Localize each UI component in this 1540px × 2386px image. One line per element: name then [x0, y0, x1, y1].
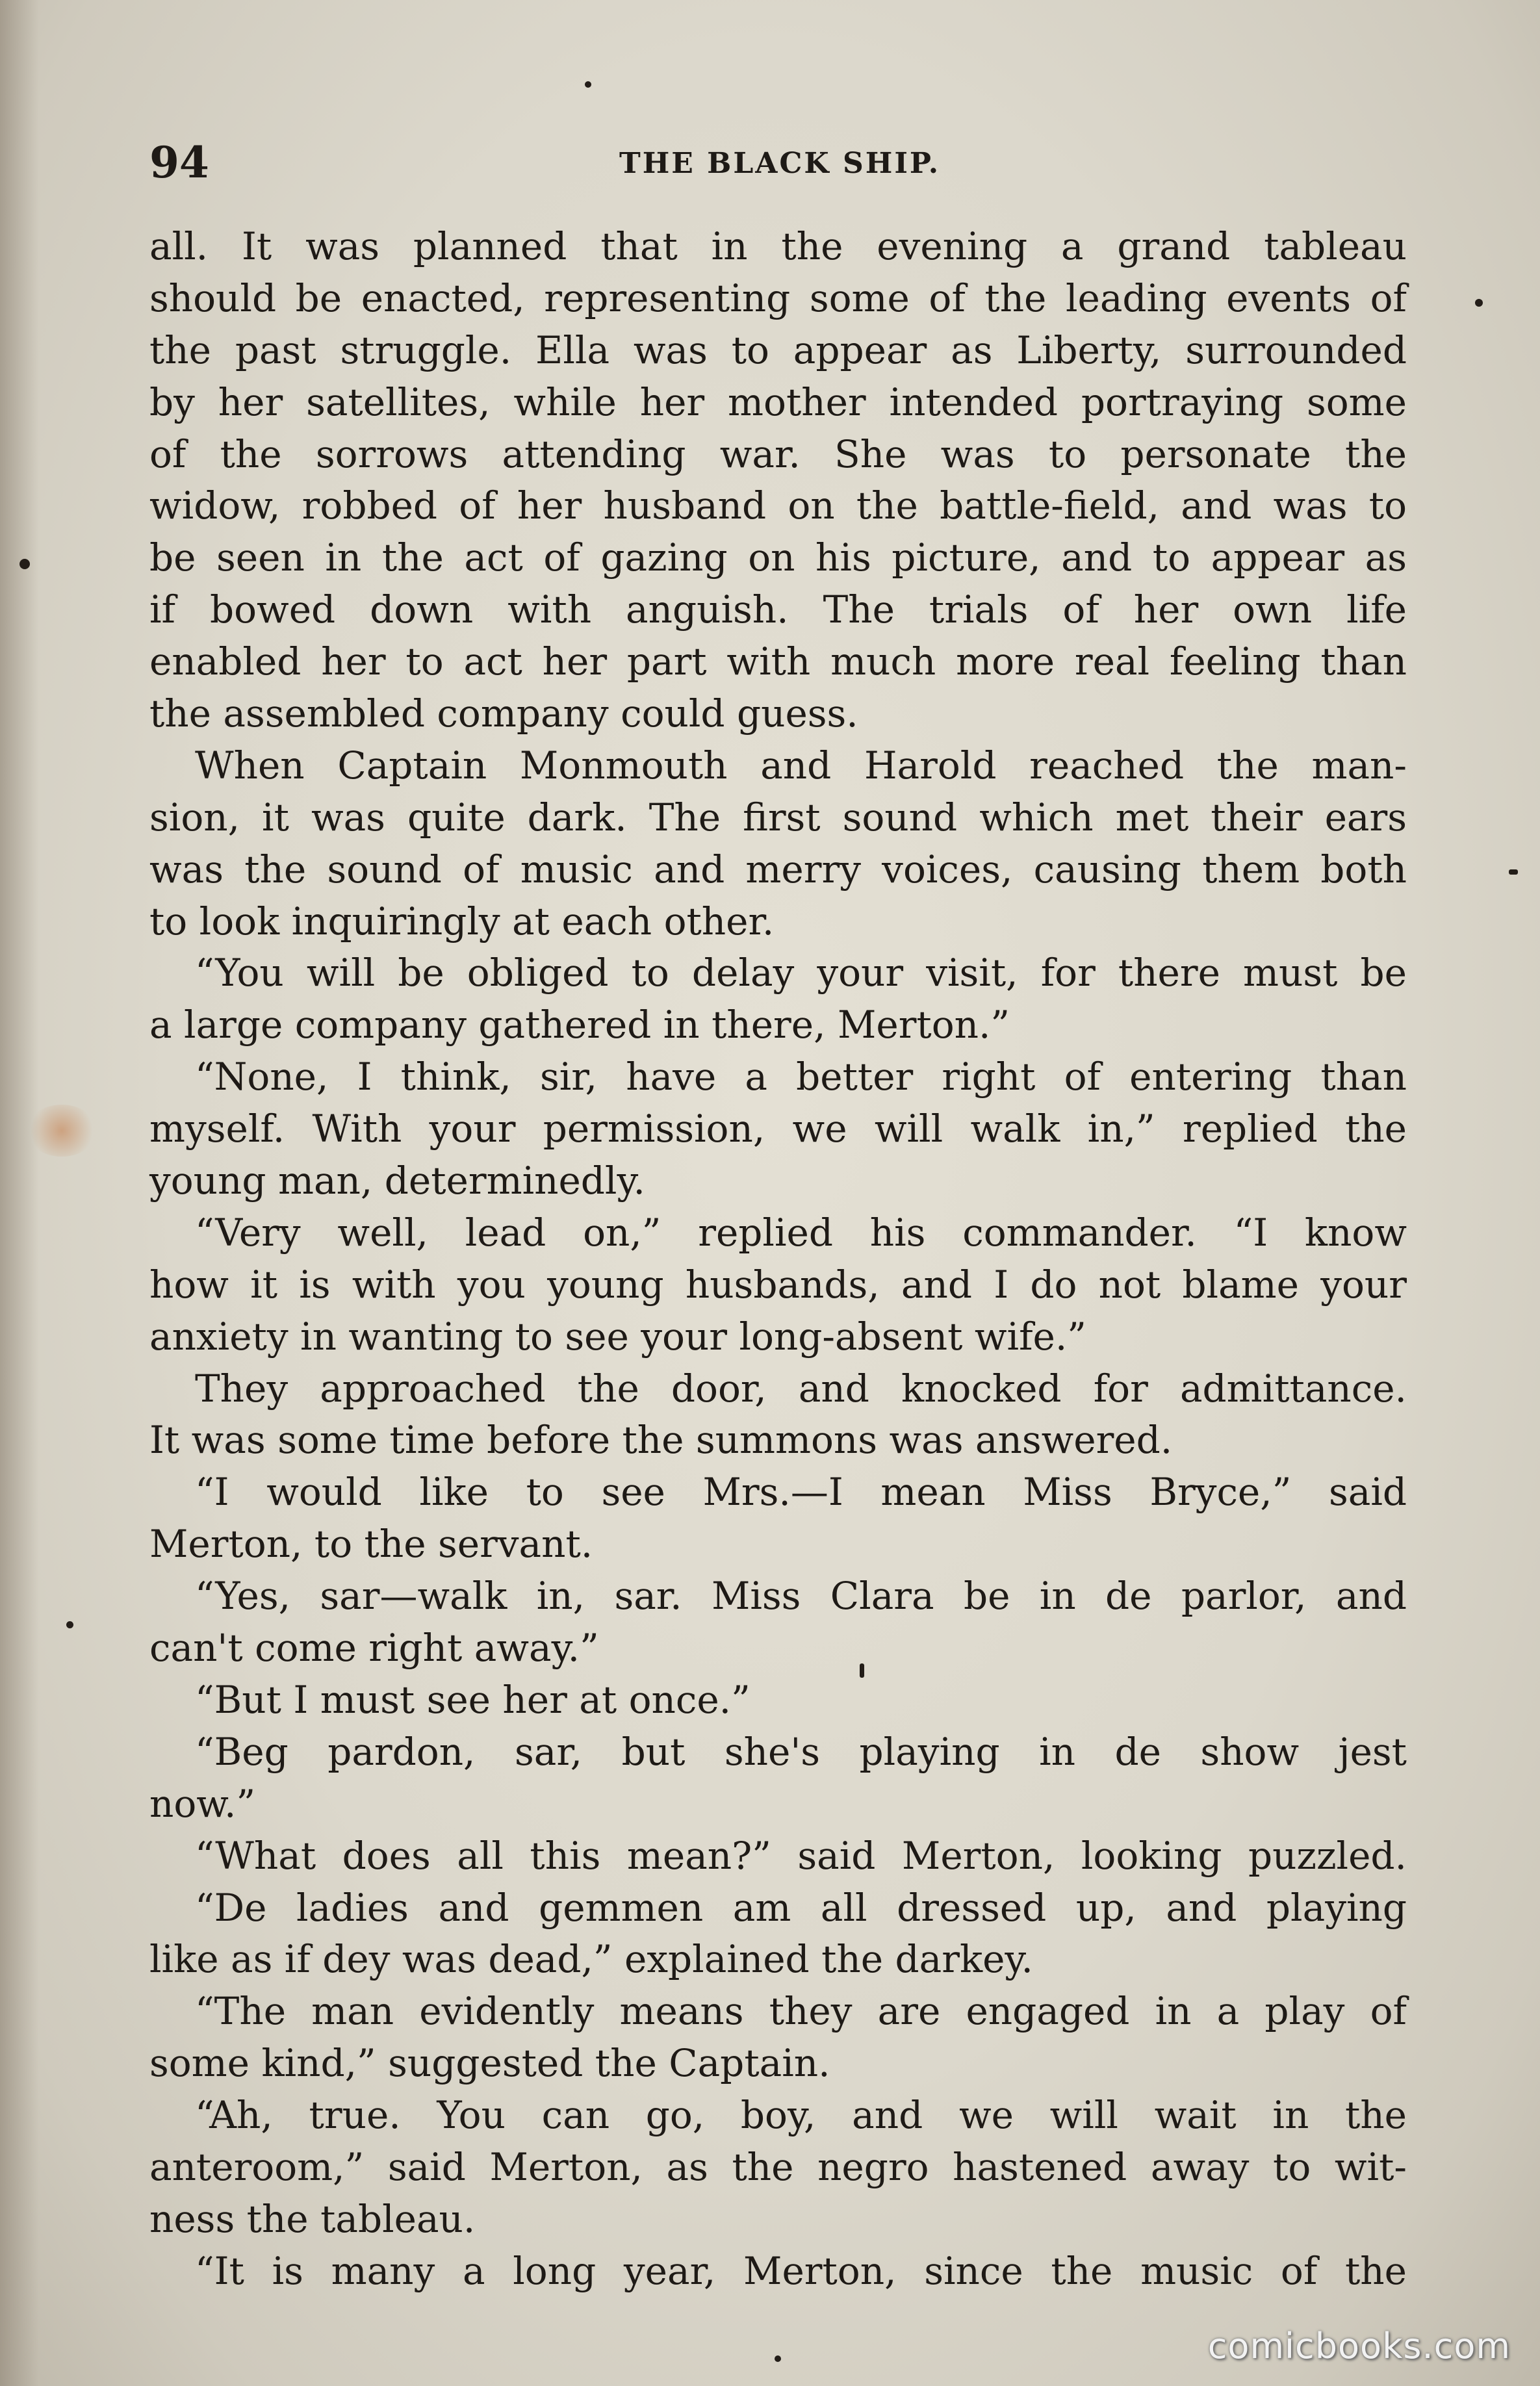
text-line: like as if dey was dead,” explained the darkey. [149, 1937, 1033, 1982]
paragraph-first-line: “I would like to see Mrs.—I mean Miss Bryce,” said [195, 1470, 1407, 1515]
text-line: all. It was planned that in the evening a grand tableau [149, 224, 1407, 268]
body-text [149, 221, 1407, 2298]
text-line: was the sound of music and merry voices, causing them both [149, 847, 1407, 892]
paragraph-first-line: They approached the door, and knocked for admittance. [195, 1366, 1407, 1411]
paragraph-first-line: “Yes, sar—walk in, sar. Miss Clara be in de parlor, and [195, 1574, 1407, 1619]
text-line: should be enacted, representing some of the leading events of [149, 276, 1407, 320]
text-line: now.” [149, 1781, 256, 1826]
page-number: 94 [149, 137, 209, 188]
text-line: some kind,” suggested the Captain. [149, 2041, 830, 2086]
ink-spot [775, 2355, 781, 2362]
text-line: to look inquiringly at each other. [149, 899, 775, 943]
ink-spot [860, 1663, 864, 1678]
text-line: sion, it was quite dark. The first sound which met their ears [149, 795, 1407, 840]
paragraph-first-line: “What does all this mean?” said Merton, looking puzzled. [195, 1833, 1407, 1878]
text-line: enabled her to act her part with much more real feeling than [149, 639, 1407, 684]
text-line: can't come right away.” [149, 1626, 599, 1671]
text-line: myself. With your permission, we will walk in,” replied the [149, 1107, 1407, 1151]
ink-spot [19, 559, 30, 569]
text-line: anxiety in wanting to see your long-absent wife.” [149, 1314, 1086, 1359]
paragraph-first-line: “De ladies and gemmen am all dressed up, and playing [195, 1885, 1407, 1930]
text-line: by her satellites, while her mother intended portraying some [149, 379, 1407, 424]
paragraph-first-line: “You will be obliged to delay your visit, for there must be [195, 951, 1407, 995]
paragraph-first-line: When Captain Monmouth and Harold reached the man- [195, 743, 1407, 788]
ink-spot [585, 81, 591, 88]
text-line: young man, determinedly. [149, 1159, 645, 1203]
paragraph-first-line: “It is many a long year, Merton, since the music of the [195, 2248, 1407, 2293]
page-stain [26, 1105, 97, 1157]
text-line: the assembled company could guess. [149, 691, 858, 736]
text-line: how it is with you young husbands, and I do not blame your [149, 1262, 1407, 1307]
text-line: It was some time before the summons was answered. [149, 1418, 1173, 1463]
text-line: anteroom,” said Merton, as the negro hastened away to wit- [149, 2144, 1407, 2189]
ink-spot [1475, 299, 1483, 307]
page-header [149, 136, 1410, 188]
text-line: ness the tableau. [149, 2196, 476, 2241]
paragraph-first-line: “Ah, true. You can go, boy, and we will wait in the [195, 2093, 1407, 2138]
text-line: widow, robbed of her husband on the battle-field, and was to [149, 483, 1407, 528]
paragraph-first-line: “None, I think, sir, have a better right of entering than [195, 1055, 1407, 1099]
paragraph-first-line: “Very well, lead on,” replied his commander. “I know [195, 1210, 1407, 1255]
text-line: if bowed down with anguish. The trials of her own life [149, 587, 1407, 632]
page-edge-shadow [0, 0, 39, 2386]
paragraph-first-line: “But I must see her at once.” [195, 1677, 751, 1722]
text-line: of the sorrows attending war. She was to personate the [149, 431, 1407, 476]
text-line: be seen in the act of gazing on his picture, and to appear as [149, 535, 1407, 580]
text-line: Merton, to the servant. [149, 1522, 593, 1567]
ink-spot [66, 1621, 73, 1628]
paragraph-first-line: “The man evidently means they are engaged in a play of [195, 1989, 1407, 2034]
text-line: the past struggle. Ella was to appear as Liberty, surrounded [149, 327, 1407, 372]
paragraph-first-line: “Beg pardon, sar, but she's playing in de show jest [195, 1729, 1407, 1774]
text-line: a large company gathered in there, Merton.” [149, 1003, 1010, 1047]
ink-spot [1509, 869, 1518, 875]
watermark-logo: comicbooks.com [1207, 2326, 1511, 2367]
running-head: THE BLACK SHIP. [619, 147, 941, 180]
